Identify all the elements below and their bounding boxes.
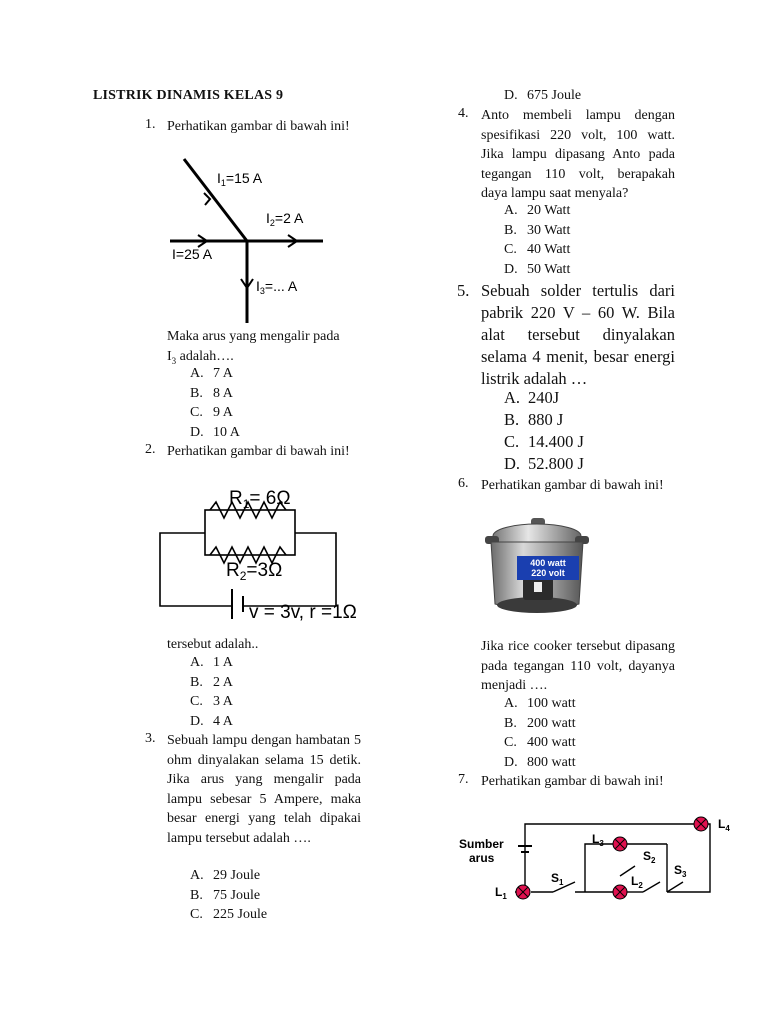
- lamp-l1-label: $L_1$: [495, 885, 507, 901]
- question-2-text: Perhatikan gambar di bawah ini!: [167, 444, 350, 459]
- switch-s2-label: $S_2$: [643, 849, 656, 865]
- question-1-number: 1.: [145, 117, 156, 132]
- question-1-options: [190, 364, 240, 442]
- option-a[interactable]: A. 29 Joule: [190, 868, 261, 883]
- question-3-options: [190, 866, 267, 925]
- option-b[interactable]: B. 8 A: [190, 385, 233, 401]
- question-5-text: Sebuah solder tertulis dari pabrik 220 V – 60 W. Bila alat tersebut dinyalakan selama 4 menit, besar energi listrik adalah …: [481, 281, 675, 388]
- option-c[interactable]: C. 400 watt: [504, 735, 576, 750]
- option-a[interactable]: A. 1 A: [190, 655, 233, 670]
- lamp-l3-label: $L_3$: [592, 832, 604, 848]
- question-3-option-d[interactable]: D. 675 Joule: [504, 88, 582, 103]
- junction-diagram: [160, 155, 335, 325]
- switch-s1-label: $S_1$: [551, 871, 564, 887]
- rice-cooker-power-label: 400 watt: [530, 558, 566, 568]
- option-d[interactable]: D. 800 watt: [504, 754, 576, 770]
- option-c[interactable]: C. 40 Watt: [504, 242, 571, 257]
- lamp-circuit-diagram: [455, 810, 750, 905]
- question-7-number: 7.: [458, 772, 469, 787]
- option-a[interactable]: A. 7 A: [190, 366, 233, 381]
- question-6-text: Perhatikan gambar di bawah ini!: [481, 478, 664, 493]
- switch-s3-label: $S_3$: [674, 863, 687, 879]
- current-i3-label: $I_3=$... A: [256, 278, 298, 296]
- rice-cooker-voltage-label: 220 volt: [531, 568, 565, 578]
- current-i-label: I=25 A: [172, 246, 213, 262]
- current-i1-label: $I_1=15$ A: [217, 170, 263, 188]
- source-label: v = 3v, r =1Ω: [249, 602, 357, 623]
- question-1-text: Perhatikan gambar di bawah ini!: [167, 119, 350, 134]
- question-2-options: [190, 653, 233, 731]
- resistor-circuit-diagram: [150, 484, 365, 634]
- option-c[interactable]: C. 14.400 J: [504, 432, 584, 451]
- option-d[interactable]: D. 4 A: [190, 713, 233, 729]
- question-5-number: 5.: [457, 281, 470, 300]
- option-c[interactable]: C. 3 A: [190, 694, 233, 709]
- question-4-text: Anto membeli lampu dengan spesifikasi 220 volt, 100 watt. Jika lampu dipasang Anto pada tegangan 110 volt, berapakah daya lampu saat menyala?: [481, 108, 675, 201]
- question-4-options: [504, 201, 570, 279]
- option-a[interactable]: A. 100 watt: [504, 696, 576, 711]
- option-d[interactable]: D. 50 Watt: [504, 261, 571, 277]
- option-c[interactable]: C. 225 Joule: [190, 907, 268, 922]
- resistor-r1-label: $R_1= 6\Omega$: [229, 488, 291, 511]
- option-b[interactable]: B. 2 A: [190, 674, 233, 690]
- question-6-number: 6.: [458, 476, 469, 491]
- option-b[interactable]: B. 75 Joule: [190, 887, 261, 903]
- question-3-text: Sebuah lampu dengan hambatan 5 ohm dinyalakan selama 15 detik. Jika arus yang mengalir pada lampu sebesar 5 Ampere, maka besar energi yang telah dipakai lampu tersebut adalah ….: [167, 733, 361, 846]
- page-title: LISTRIK DINAMIS KELAS 9: [93, 88, 284, 103]
- option-b[interactable]: B. 880 J: [504, 410, 564, 429]
- question-5-options: [504, 387, 584, 475]
- option-d[interactable]: D. 52.800 J: [504, 454, 584, 473]
- source-label-line2: arus: [469, 851, 495, 865]
- rice-cooker-image: [481, 512, 591, 618]
- question-4-number: 4.: [458, 106, 469, 121]
- source-label-line1: Sumber: [459, 837, 504, 851]
- lamp-l2-label: $L_2$: [631, 874, 643, 890]
- question-6-prompt: Jika rice cooker tersebut dipasang pada tegangan 110 volt, dayanya menjadi ….: [481, 639, 675, 693]
- option-b[interactable]: B. 200 watt: [504, 715, 576, 731]
- option-b[interactable]: B. 30 Watt: [504, 222, 571, 238]
- question-3-number: 3.: [145, 731, 156, 746]
- lamp-l4-label: $L_4$: [718, 817, 730, 833]
- current-i2-label: $I_2=2$ A: [266, 210, 304, 228]
- option-a[interactable]: A. 240J: [504, 388, 560, 407]
- resistor-r2-label: $R_2=3\Omega$: [226, 560, 283, 583]
- question-1-prompt: Maka arus yang mengalir pada $I_3$ adalah….: [167, 329, 340, 366]
- question-2-continuation: tersebut adalah..: [167, 637, 259, 652]
- option-c[interactable]: C. 9 A: [190, 405, 233, 420]
- question-7-text: Perhatikan gambar di bawah ini!: [481, 774, 664, 789]
- question-2-number: 2.: [145, 442, 156, 457]
- question-6-options: [504, 694, 576, 772]
- option-a[interactable]: A. 20 Watt: [504, 203, 571, 218]
- option-d[interactable]: D. 10 A: [190, 424, 240, 440]
